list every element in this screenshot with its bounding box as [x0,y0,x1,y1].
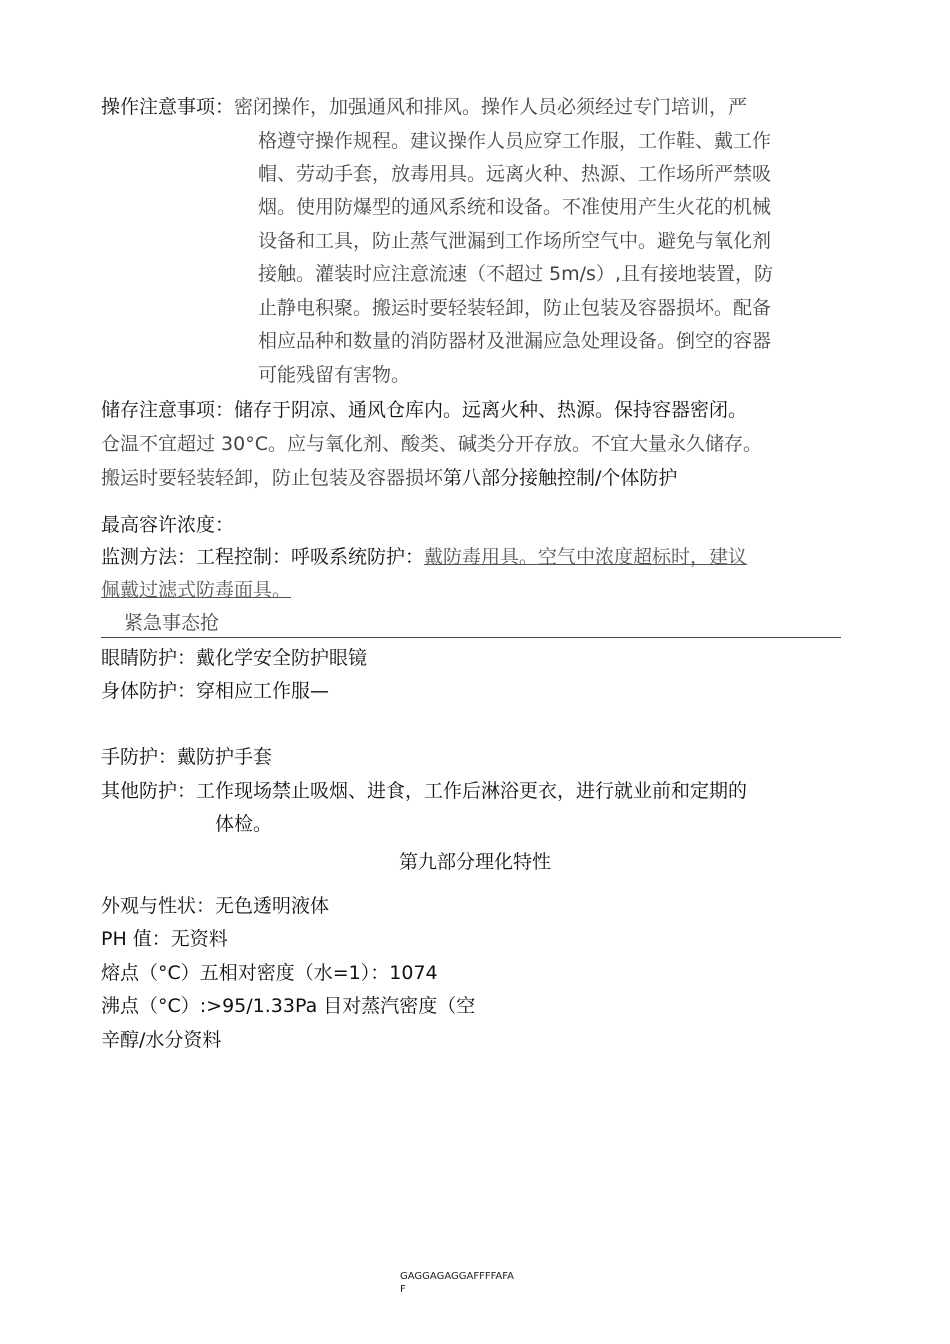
operation-notes-line: 可能残留有害物。 [258,364,411,386]
melting-point: 熔点（°C）五相对密度（水=1）：1074 [101,962,438,984]
max-concentration: 最高容许浓度： [101,514,235,536]
operation-notes-first-line [101,91,747,124]
storage-notes-line: 仓温不宜超过 30°C。应与氧化剂、酸类、碱类分开存放。不宜大量永久储存。 [101,433,762,455]
operation-notes-line: 接触。灌装时应注意流速（不超过 5m/s）,且有接地装置，防 [258,263,773,285]
eye-protection: 眼睛防护：戴化学安全防护眼镜 [101,647,368,669]
monitoring-line-2 [101,574,291,607]
monitoring-line [101,541,747,574]
operation-notes-line: 相应品种和数量的消防器材及泄漏应急处理设备。倒空的容器 [258,330,772,352]
other-protection-line-2: 体检。 [215,813,273,835]
storage-notes-last-line [101,462,677,495]
operation-notes-line: 烟。使用防爆型的通风系统和设备。不准使用产生火花的机械 [258,196,772,218]
footer-code: GAGGAGAGGAFFFFAFA [400,1271,514,1282]
storage-notes-first-line [101,394,747,427]
footer-code-2: F [400,1284,406,1295]
operation-notes-text: 密闭操作，加强通风和排风。操作人员必须经过专门培训，严 [234,96,748,118]
operation-notes-label: 操作注意事项： [101,96,235,118]
respiratory-protection-text: 戴防毒用具。空气中浓度超标时，建议 [424,546,748,568]
respiratory-protection-text-2: 佩戴过滤式防毒面具。 [101,579,292,601]
boiling-point: 沸点（°C）:>95/1.33Pa 目对蒸汽密度（空 [101,995,476,1017]
emergency-heading: 紧急事态抢 [124,612,220,634]
section-8-title: 第八部分接触控制/个体防护 [443,467,678,489]
section-9-title: 第九部分理化特性 [398,851,551,873]
monitoring-prefix: 监测方法：工程控制：呼吸系统防护： [101,546,425,568]
storage-notes-tail: 搬运时要轻装轻卸，防止包装及容器损坏 [101,467,444,489]
ph-value: PH 值：无资料 [101,928,228,950]
operation-notes-line: 格遵守操作规程。建议操作人员应穿工作服，工作鞋、戴工作 [258,130,772,152]
operation-notes-line: 设备和工具，防止蒸气泄漏到工作场所空气中。避免与氧化剂 [258,230,772,252]
body-protection: 身体防护：穿相应工作服— [101,680,330,702]
hand-protection: 手防护：戴防护手套 [101,746,273,768]
storage-notes-text: 储存于阴凉、通风仓库内。远离火种、热源。保持容器密闭。 [234,399,748,421]
operation-notes-line: 帽、劳动手套，放毒用具。远离火种、热源、工作场所严禁吸 [258,163,772,185]
octanol-water: 辛醇/水分资料 [101,1029,222,1051]
operation-notes-line: 止静电积聚。搬运时要轻装轻卸，防止包装及容器损坏。配备 [258,297,772,319]
storage-notes-label: 储存注意事项： [101,399,235,421]
divider [101,637,841,638]
appearance: 外观与性状：无色透明液体 [101,895,330,917]
other-protection: 其他防护：工作现场禁止吸烟、进食，工作后淋浴更衣，进行就业前和定期的 [101,780,748,802]
